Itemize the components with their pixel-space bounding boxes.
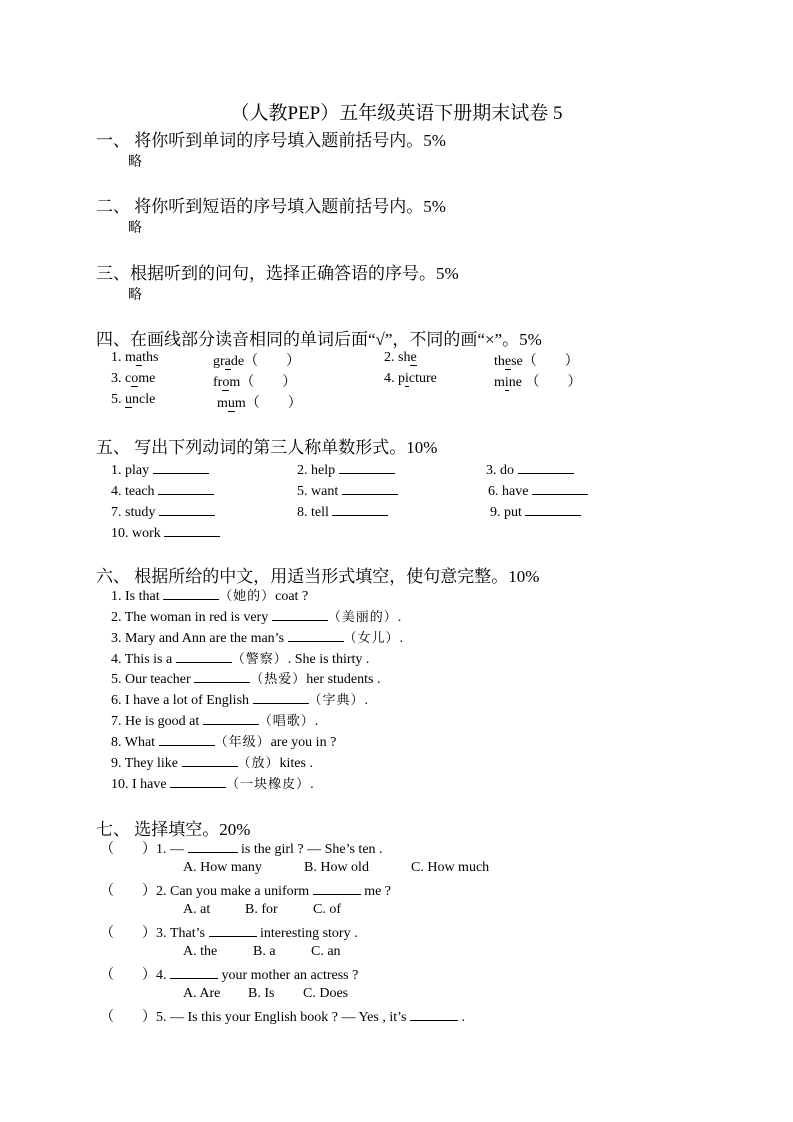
- answer-blank[interactable]: [159, 731, 215, 746]
- fill-line-5: 5. Our teacher （热爱）her students .: [111, 668, 380, 688]
- verb-item-5: 5. want: [297, 480, 398, 500]
- answer-blank[interactable]: [176, 648, 232, 663]
- options-3b: B. a: [253, 944, 276, 959]
- answer-blank[interactable]: [332, 501, 388, 516]
- answer-blank: [313, 880, 361, 895]
- fill-line-6: 6. I have a lot of English （字典）.: [111, 689, 368, 709]
- answer-blank[interactable]: [163, 585, 219, 600]
- answer-blank: [410, 1006, 458, 1021]
- verb-item-3: 3. do: [486, 459, 574, 479]
- phonics-pair-5a: 5. uncle: [111, 392, 156, 407]
- options-4a: A. Are: [183, 986, 221, 1001]
- answer-blank[interactable]: [342, 480, 398, 495]
- answer-blank[interactable]: [288, 627, 344, 642]
- section-3-note: 略: [128, 288, 142, 303]
- choice-question-4: （ ）4. your mother an actress ?: [100, 964, 358, 984]
- section-1-note: 略: [128, 155, 142, 170]
- phonics-pair-4a: 4. picture: [384, 371, 437, 386]
- section-1-heading: 一、 将你听到单词的序号填入题前括号内。5%: [96, 131, 446, 150]
- phonics-pair-3b: from（ ）: [213, 375, 297, 390]
- verb-item-9: 9. put: [490, 501, 581, 521]
- phonics-pair-5b: mum（ ）: [217, 396, 302, 411]
- answer-blank: [209, 922, 257, 937]
- choice-question-3: （ ）3. That’s interesting story .: [100, 922, 358, 942]
- options-2a: A. at: [183, 902, 211, 917]
- options-1c: C. How much: [411, 860, 490, 875]
- answer-blank[interactable]: [153, 459, 209, 474]
- answer-blank: [188, 838, 238, 853]
- choice-question-2: （ ）2. Can you make a uniform me ?: [100, 880, 391, 900]
- answer-blank[interactable]: [164, 522, 220, 537]
- answer-blank[interactable]: [339, 459, 395, 474]
- page-title: （人教PEP）五年级英语下册期末试卷 5: [230, 103, 563, 124]
- options-3a: A. the: [183, 944, 218, 959]
- answer-blank[interactable]: [170, 773, 226, 788]
- verb-item-7: 7. study: [111, 501, 215, 521]
- phonics-pair-1b: grade（ ）: [213, 354, 301, 369]
- options-1a: A. How many: [183, 860, 262, 875]
- section-2-note: 略: [128, 221, 142, 236]
- answer-bracket[interactable]: （ ）: [100, 968, 156, 983]
- options-2c: C. of: [313, 902, 341, 917]
- verb-item-6: 6. have: [488, 480, 588, 500]
- phonics-pair-2b: these（ ）: [494, 354, 579, 369]
- fill-line-10: 10. I have （一块橡皮）.: [111, 773, 314, 793]
- fill-line-4: 4. This is a （警察）. She is thirty .: [111, 648, 369, 668]
- fill-line-7: 7. He is good at （唱歌）.: [111, 710, 318, 730]
- answer-blank: [170, 964, 218, 979]
- section-7-heading: 七、 选择填空。20%: [96, 820, 251, 839]
- options-4c: C. Does: [303, 986, 349, 1001]
- verb-item-8: 8. tell: [297, 501, 388, 521]
- section-6-heading: 六、 根据所给的中文，用适当形式填空，使句意完整。10%: [96, 567, 540, 586]
- verb-item-2: 2. help: [297, 459, 395, 479]
- answer-blank[interactable]: [272, 606, 328, 621]
- answer-blank[interactable]: [158, 480, 214, 495]
- answer-blank[interactable]: [194, 668, 250, 683]
- fill-line-3: 3. Mary and Ann are the man’s （女儿）.: [111, 627, 403, 647]
- phonics-pair-2a: 2. she: [384, 350, 417, 365]
- answer-bracket[interactable]: （ ）: [100, 842, 156, 857]
- answer-blank[interactable]: [159, 501, 215, 516]
- fill-line-1: 1. Is that （她的）coat ?: [111, 585, 308, 605]
- answer-bracket[interactable]: （ ）: [100, 926, 156, 941]
- choice-question-1: （ ）1. — is the girl ? — She’s ten .: [100, 838, 383, 858]
- options-2b: B. for: [245, 902, 278, 917]
- answer-blank[interactable]: [518, 459, 574, 474]
- answer-blank[interactable]: [525, 501, 581, 516]
- section-5-heading: 五、 写出下列动词的第三人称单数形式。10%: [96, 438, 438, 457]
- phonics-pair-3a: 3. come: [111, 371, 156, 386]
- answer-blank[interactable]: [532, 480, 588, 495]
- section-2-heading: 二、 将你听到短语的序号填入题前括号内。5%: [96, 197, 446, 216]
- verb-item-1: 1. play: [111, 459, 209, 479]
- answer-blank[interactable]: [253, 689, 309, 704]
- verb-item-4: 4. teach: [111, 480, 214, 500]
- choice-question-5: （ ）5. — Is this your English book ? — Yes , it’s .: [100, 1006, 465, 1026]
- section-4-heading: 四、在画线部分读音相同的单词后面“√”，不同的画“×”。5%: [96, 330, 542, 349]
- answer-bracket[interactable]: （ ）: [100, 1010, 156, 1025]
- options-3c: C. an: [311, 944, 341, 959]
- answer-bracket[interactable]: （ ）: [100, 884, 156, 899]
- options-1b: B. How old: [304, 860, 369, 875]
- fill-line-8: 8. What （年级）are you in ?: [111, 731, 336, 751]
- phonics-pair-1a: 1. maths: [111, 350, 159, 365]
- section-3-heading: 三、根据听到的问句，选择正确答语的序号。5%: [96, 264, 459, 283]
- verb-item-10: 10. work: [111, 522, 220, 542]
- options-4b: B. Is: [248, 986, 275, 1001]
- answer-blank[interactable]: [182, 752, 238, 767]
- fill-line-2: 2. The woman in red is very （美丽的）.: [111, 606, 401, 626]
- answer-blank[interactable]: [203, 710, 259, 725]
- fill-line-9: 9. They like （放）kites .: [111, 752, 313, 772]
- phonics-pair-4b: mine （ ）: [494, 375, 582, 390]
